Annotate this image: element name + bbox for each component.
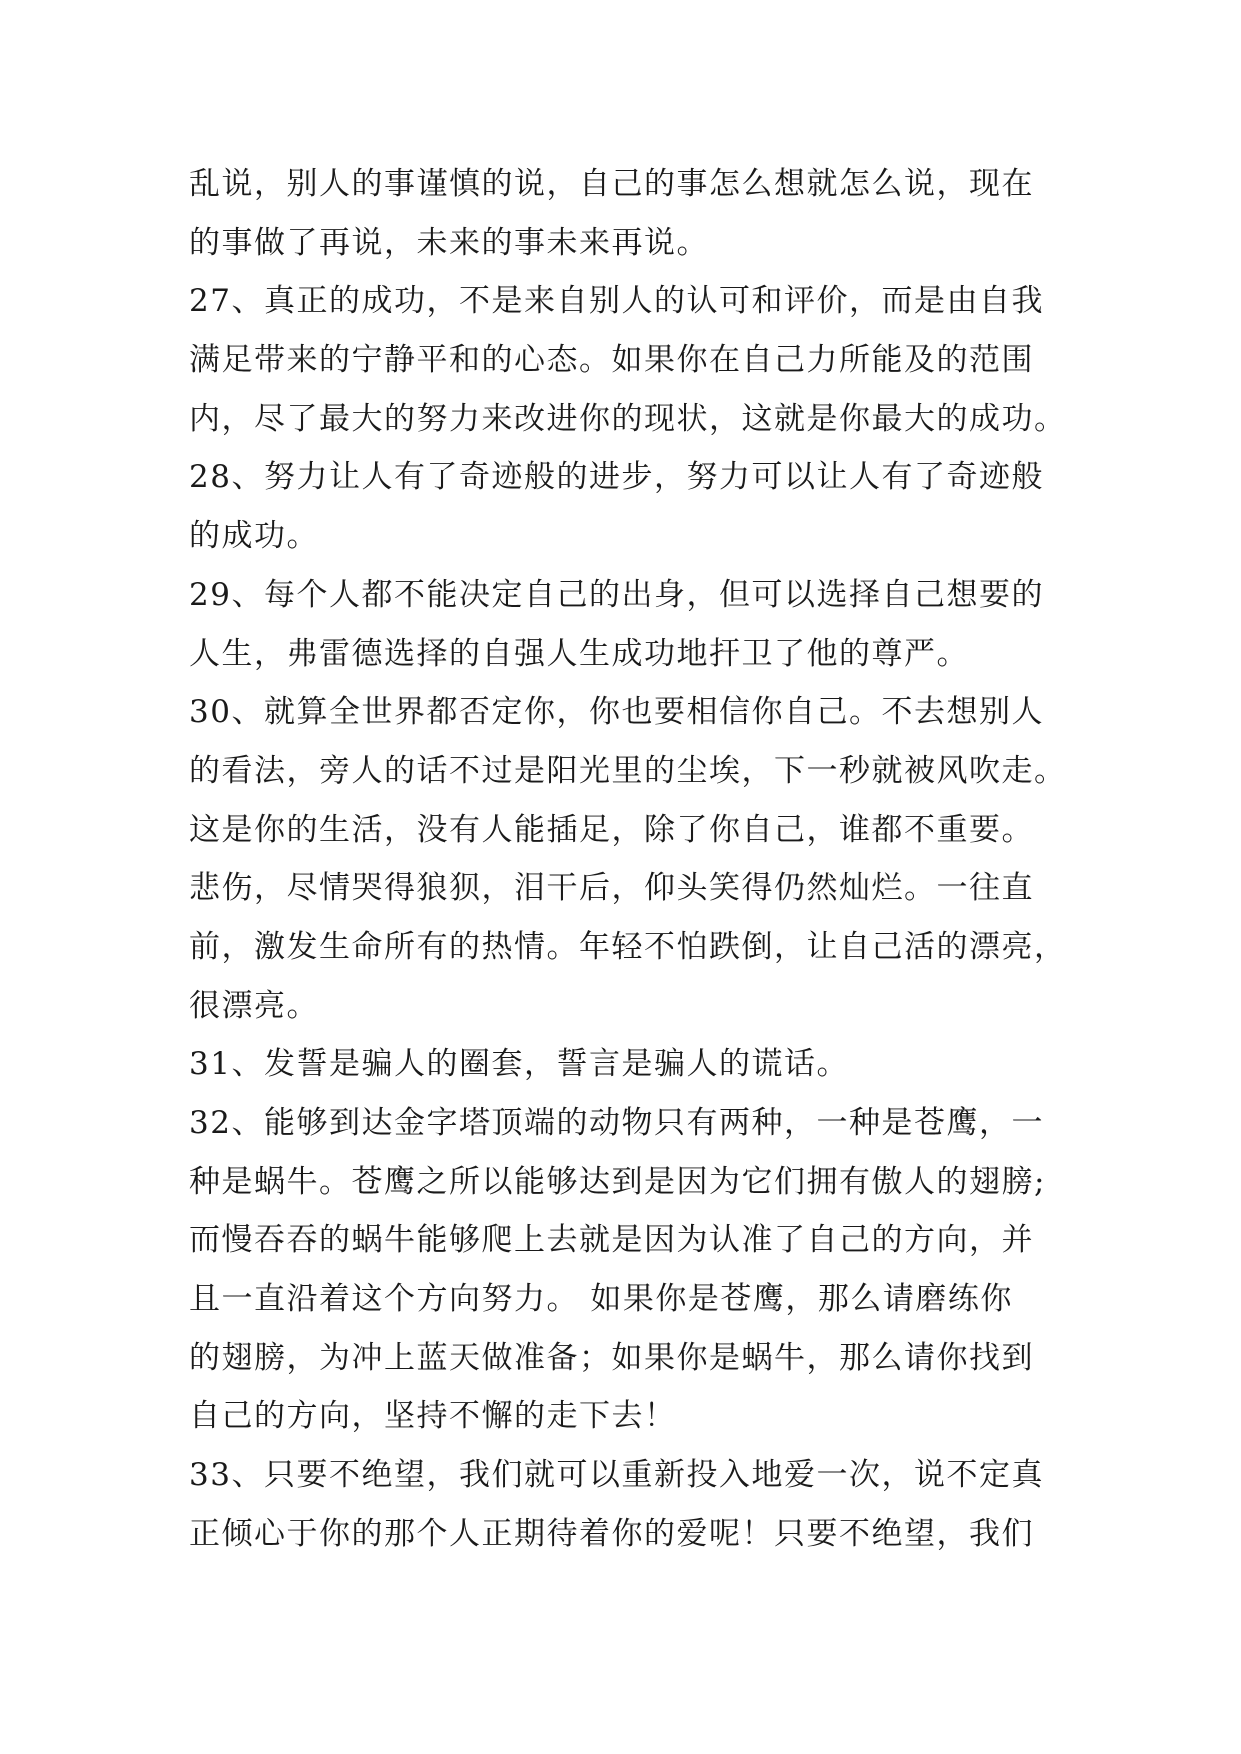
text-line: 的成功。 — [189, 518, 319, 555]
text-line: 种是蜗牛。苍鹰之所以能够达到是因为它们拥有傲人的翅膀; — [189, 1163, 1046, 1200]
text-line: 29、每个人都不能决定自己的出身，但可以选择自己想要的 — [189, 576, 1044, 613]
text-line: 27、真正的成功，不是来自别人的认可和评价，而是由自我 — [189, 283, 1044, 320]
text-line: 31、发誓是骗人的圈套，誓言是骗人的谎话。 — [189, 1046, 849, 1083]
text-line: 乱说，别人的事谨慎的说，自己的事怎么想就怎么说，现在 — [189, 166, 1034, 202]
text-line: 而慢吞吞的蜗牛能够爬上去就是因为认准了自己的方向，并 — [189, 1222, 1034, 1259]
text-line: 的翅膀，为冲上蓝天做准备；如果你是蜗牛，那么请你找到 — [189, 1339, 1034, 1376]
text-line: 32、能够到达金字塔顶端的动物只有两种，一种是苍鹰，一 — [189, 1105, 1044, 1141]
text-line: 这是你的生活，没有人能插足，除了你自己，谁都不重要。 — [189, 811, 1034, 848]
text-line: 内，尽了最大的努力来改进你的现状，这就是你最大的成功。 — [189, 400, 1067, 437]
text-line: 人生，弗雷德选择的自强人生成功地扞卫了他的尊严。 — [189, 635, 969, 672]
text-line: 正倾心于你的那个人正期待着你的爱呢！只要不绝望，我们 — [189, 1515, 1034, 1552]
text-line: 悲伤，尽情哭得狼狈，泪干后，仰头笑得仍然灿烂。一往直 — [189, 870, 1034, 907]
text-line: 且一直沿着这个方向努力。 如果你是苍鹰，那么请磨练你 — [189, 1281, 1013, 1318]
text-line: 28、努力让人有了奇迹般的进步，努力可以让人有了奇迹般 — [189, 459, 1044, 496]
text-line: 的事做了再说，未来的事未来再说。 — [189, 224, 709, 261]
text-line: 的看法，旁人的话不过是阳光里的尘埃，下一秒就被风吹走。 — [189, 752, 1067, 789]
text-line: 满足带来的宁静平和的心态。如果你在自己力所能及的范围 — [189, 342, 1034, 379]
body-text — [189, 155, 1089, 1564]
text-line: 自己的方向，坚持不懈的走下去！ — [189, 1398, 677, 1435]
text-line: 33、只要不绝望，我们就可以重新投入地爱一次，说不定真 — [189, 1457, 1044, 1494]
text-line: 30、就算全世界都否定你，你也要相信你自己。不去想别人 — [189, 694, 1044, 731]
text-line: 很漂亮。 — [189, 987, 319, 1024]
text-line: 前，激发生命所有的热情。年轻不怕跌倒，让自己活的漂亮， — [189, 928, 1067, 965]
